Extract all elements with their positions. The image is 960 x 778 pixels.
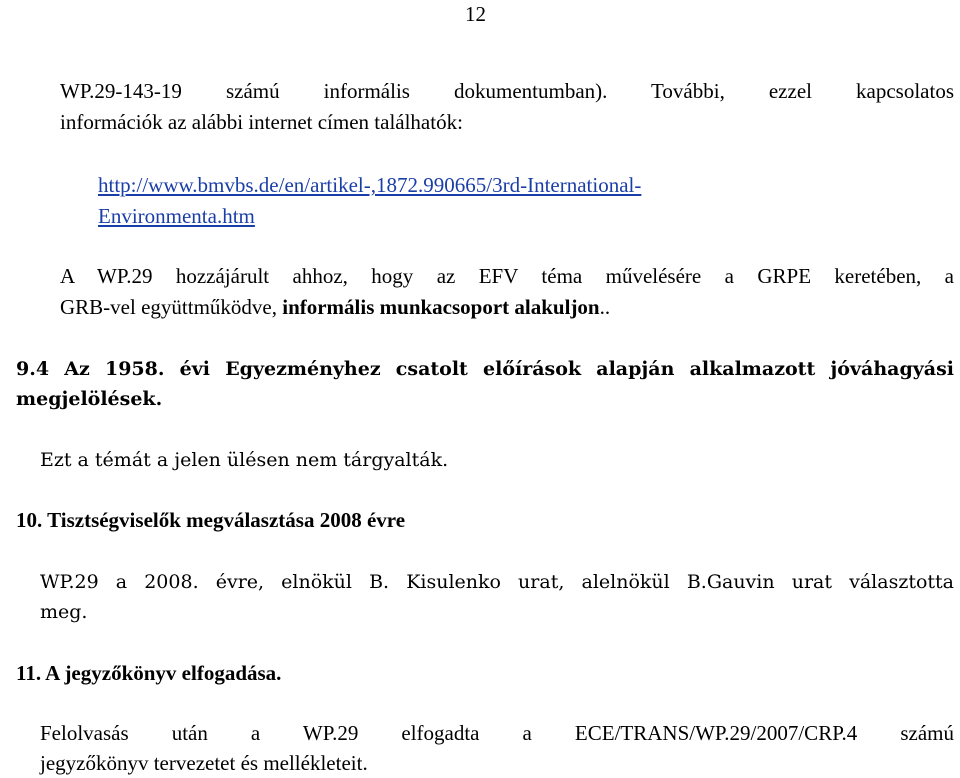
section-body: Felolvasás után a WP.29 elfogadta a ECE/TRANS/WP.29/2007/CRP.4 számú <box>40 721 954 745</box>
paragraph-line: WP.29-143-19 számú informális dokumentumban). További, ezzel kapcsolatos <box>60 79 954 103</box>
external-link-line2[interactable]: Environmenta.htm <box>98 204 255 228</box>
page-number: 12 <box>465 2 486 26</box>
bold-text: informális munkacsoport alakuljon <box>282 295 600 319</box>
section-heading: 10. Tisztségviselők megválasztása 2008 évre <box>16 508 406 532</box>
plain-text: GRB-vel együttműködve, <box>60 295 283 319</box>
paragraph-line: információk az alábbi internet címen találhatók: <box>60 110 463 134</box>
external-link-line1[interactable]: http://www.bmvbs.de/en/artikel-,1872.990665/3rd-International- <box>98 173 642 197</box>
paragraph-line: A WP.29 hozzájárult ahhoz, hogy az EFV téma művelésére a GRPE keretében, a <box>60 264 954 288</box>
section-body: WP.29 a 2008. évre, elnökül B. Kisulenko urat, alelnökül B.Gauvin urat választotta <box>40 571 954 593</box>
section-heading: 9.4 Az 1958. évi Egyezményhez csatolt előírások alapján alkalmazott jóváhagyási <box>16 358 954 380</box>
punctuation: .. <box>599 295 611 319</box>
paragraph-line <box>60 295 610 320</box>
section-body: jegyzőkönyv tervezetet és mellékleteit. <box>40 751 368 775</box>
section-heading: 11. A jegyzőkönyv elfogadása. <box>16 661 282 685</box>
section-heading: megjelölések. <box>16 388 163 410</box>
section-body: Ezt a témát a jelen ülésen nem tárgyalták. <box>40 449 449 471</box>
section-body: meg. <box>40 601 88 623</box>
